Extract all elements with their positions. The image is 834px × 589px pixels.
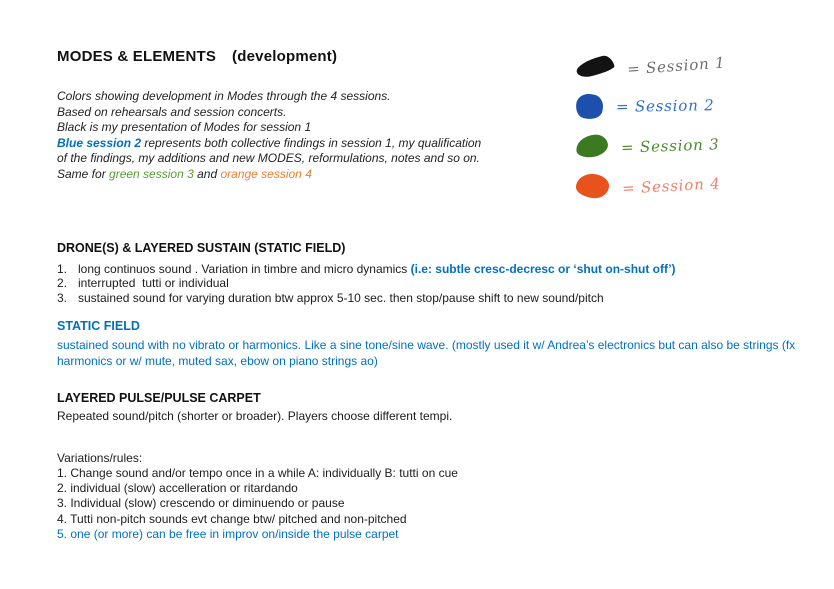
drone-section <box>57 241 802 306</box>
legend-label-session-3: = Session 3 <box>620 135 720 157</box>
intro-line-3: Black is my presentation of Modes for session 1 <box>57 120 312 135</box>
legend-item-session-3 <box>576 126 726 166</box>
title-text: MODES & ELEMENTS <box>57 48 217 65</box>
item-text-highlight: (i.e: subtle cresc-decresc or ‘shut on-shut off’) <box>410 261 676 276</box>
rule-item-3: 3. Individual (slow) crescendo or diminuendo or pause <box>57 496 345 511</box>
intro-line-4-rest: represents both collective findings in session 1, my qualification <box>141 135 482 150</box>
pulse-section <box>57 391 802 542</box>
item-text-main: long continuos sound . Variation in timbre and micro dynamics <box>78 261 411 276</box>
intro-line-1: Colors showing development in Modes through the 4 sessions. <box>57 89 391 103</box>
item-number: 1. <box>57 261 68 276</box>
rules-title: Variations/rules: <box>57 451 143 466</box>
item-text: sustained sound for varying duration btw approx 5-10 sec. then stop/pause shift to new sound/pitch <box>78 290 604 305</box>
item-number: 3. <box>57 290 68 305</box>
legend-label-session-4: = Session 4 <box>621 174 721 198</box>
ink-blob-green-icon <box>575 133 609 158</box>
rule-item-5: 5. one (or more) can be free in improv on/inside the pulse carpet <box>57 526 399 541</box>
drone-item-1 <box>57 262 802 277</box>
ink-blob-black-icon <box>575 53 616 79</box>
ink-blob-orange-icon <box>575 173 610 199</box>
drone-list <box>57 262 802 306</box>
drone-heading: DRONE(S) & LAYERED SUSTAIN (STATIC FIELD) <box>57 240 346 255</box>
title-subtitle: (development) <box>232 48 338 65</box>
static-field-section <box>57 319 802 369</box>
static-field-heading: STATIC FIELD <box>57 319 140 334</box>
static-field-body: sustained sound with no vibrato or harmonics. Like a sine tone/sine wave. (mostly used it w/ Andrea’s electronics but can also be strings (fx harmonics or w/ mute, muted sax, ebow on piano strings ao) <box>57 338 796 368</box>
ink-blob-blue-icon <box>574 91 605 120</box>
intro-line-2: Based on rehearsals and session concerts. <box>57 104 287 119</box>
legend-item-session-1 <box>576 46 726 86</box>
item-text <box>78 262 676 277</box>
item-number: 2. <box>57 276 68 291</box>
drone-item-2 <box>57 276 802 291</box>
rule-item-2: 2. individual (slow) accelleration or ritardando <box>57 481 298 496</box>
rules-list <box>57 466 802 542</box>
intro-blue-highlight: Blue session 2 <box>57 135 142 150</box>
legend-item-session-4 <box>576 166 726 206</box>
pulse-heading: LAYERED PULSE/PULSE CARPET <box>57 391 261 406</box>
rule-item-1: 1. Change sound and/or tempo once in a while A: individually B: tutti on cue <box>57 466 458 481</box>
legend-item-session-2 <box>576 86 726 126</box>
rule-item-4: 4. Tutti non-pitch sounds evt change btw/ pitched and non-pitched <box>57 511 407 526</box>
legend-label-session-1: = Session 1 <box>626 53 727 79</box>
drone-item-3 <box>57 291 802 306</box>
intro-line-5: of the findings, my additions and new MODES, reformulations, notes and so on. <box>57 151 480 166</box>
item-text: interrupted tutti or individual <box>78 276 229 291</box>
intro-orange-highlight: orange session 4 <box>220 166 312 181</box>
intro-green-highlight: green session 3 <box>109 166 194 181</box>
intro-line-6-and: and <box>193 166 221 181</box>
pulse-body: Repeated sound/pitch (shorter or broader). Players choose different tempi. <box>57 409 453 424</box>
session-legend <box>576 46 726 206</box>
intro-line-6-pre: Same for <box>57 166 110 181</box>
legend-label-session-2: = Session 2 <box>615 96 715 116</box>
